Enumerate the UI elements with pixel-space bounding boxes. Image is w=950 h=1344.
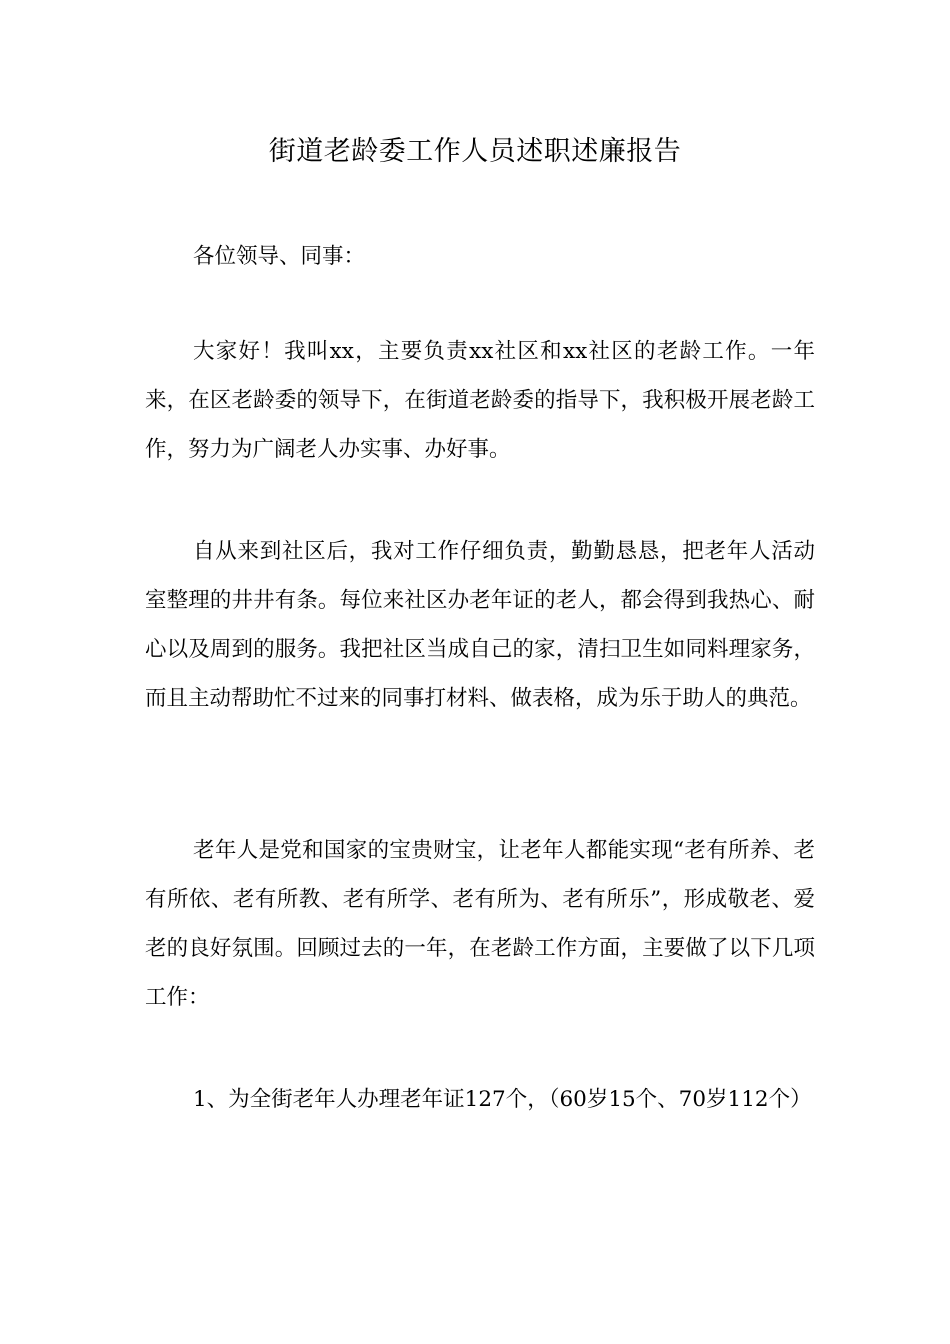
greeting-paragraph: 各位领导、同事：: [193, 244, 366, 269]
intro-paragraph: 大家好！我叫xx，主要负责xx社区和xx社区的老龄工作。一年来，在区老龄委的领导下，在街道老龄委的指导下，我积极开展老龄工作，努力为广阔老人办实事、办好事。: [145, 339, 815, 462]
document-title: 街道老龄委工作人员述职述廉报告: [268, 136, 682, 167]
list-item-1: 1、为全街老年人办理老年证127个，（60岁15个、70岁112个）: [193, 1087, 812, 1112]
work-paragraph: 自从来到社区后，我对工作仔细负责，勤勤恳恳，把老年人活动室整理的井井有条。每位来社区办老年证的老人，都会得到我热心、耐心以及周到的服务。我把社区当成自己的家，清扫卫生如同料理家务，而且主动帮助忙不过来的同事打材料、做表格，成为乐于助人的典范。: [145, 539, 815, 711]
elders-paragraph: 老年人是党和国家的宝贵财宝，让老年人都能实现“老有所养、老有所依、老有所教、老有所学、老有所为、老有所乐”，形成敬老、爱老的良好氛围。回顾过去的一年，在老龄工作方面，主要做了以下几项工作：: [145, 838, 815, 1010]
